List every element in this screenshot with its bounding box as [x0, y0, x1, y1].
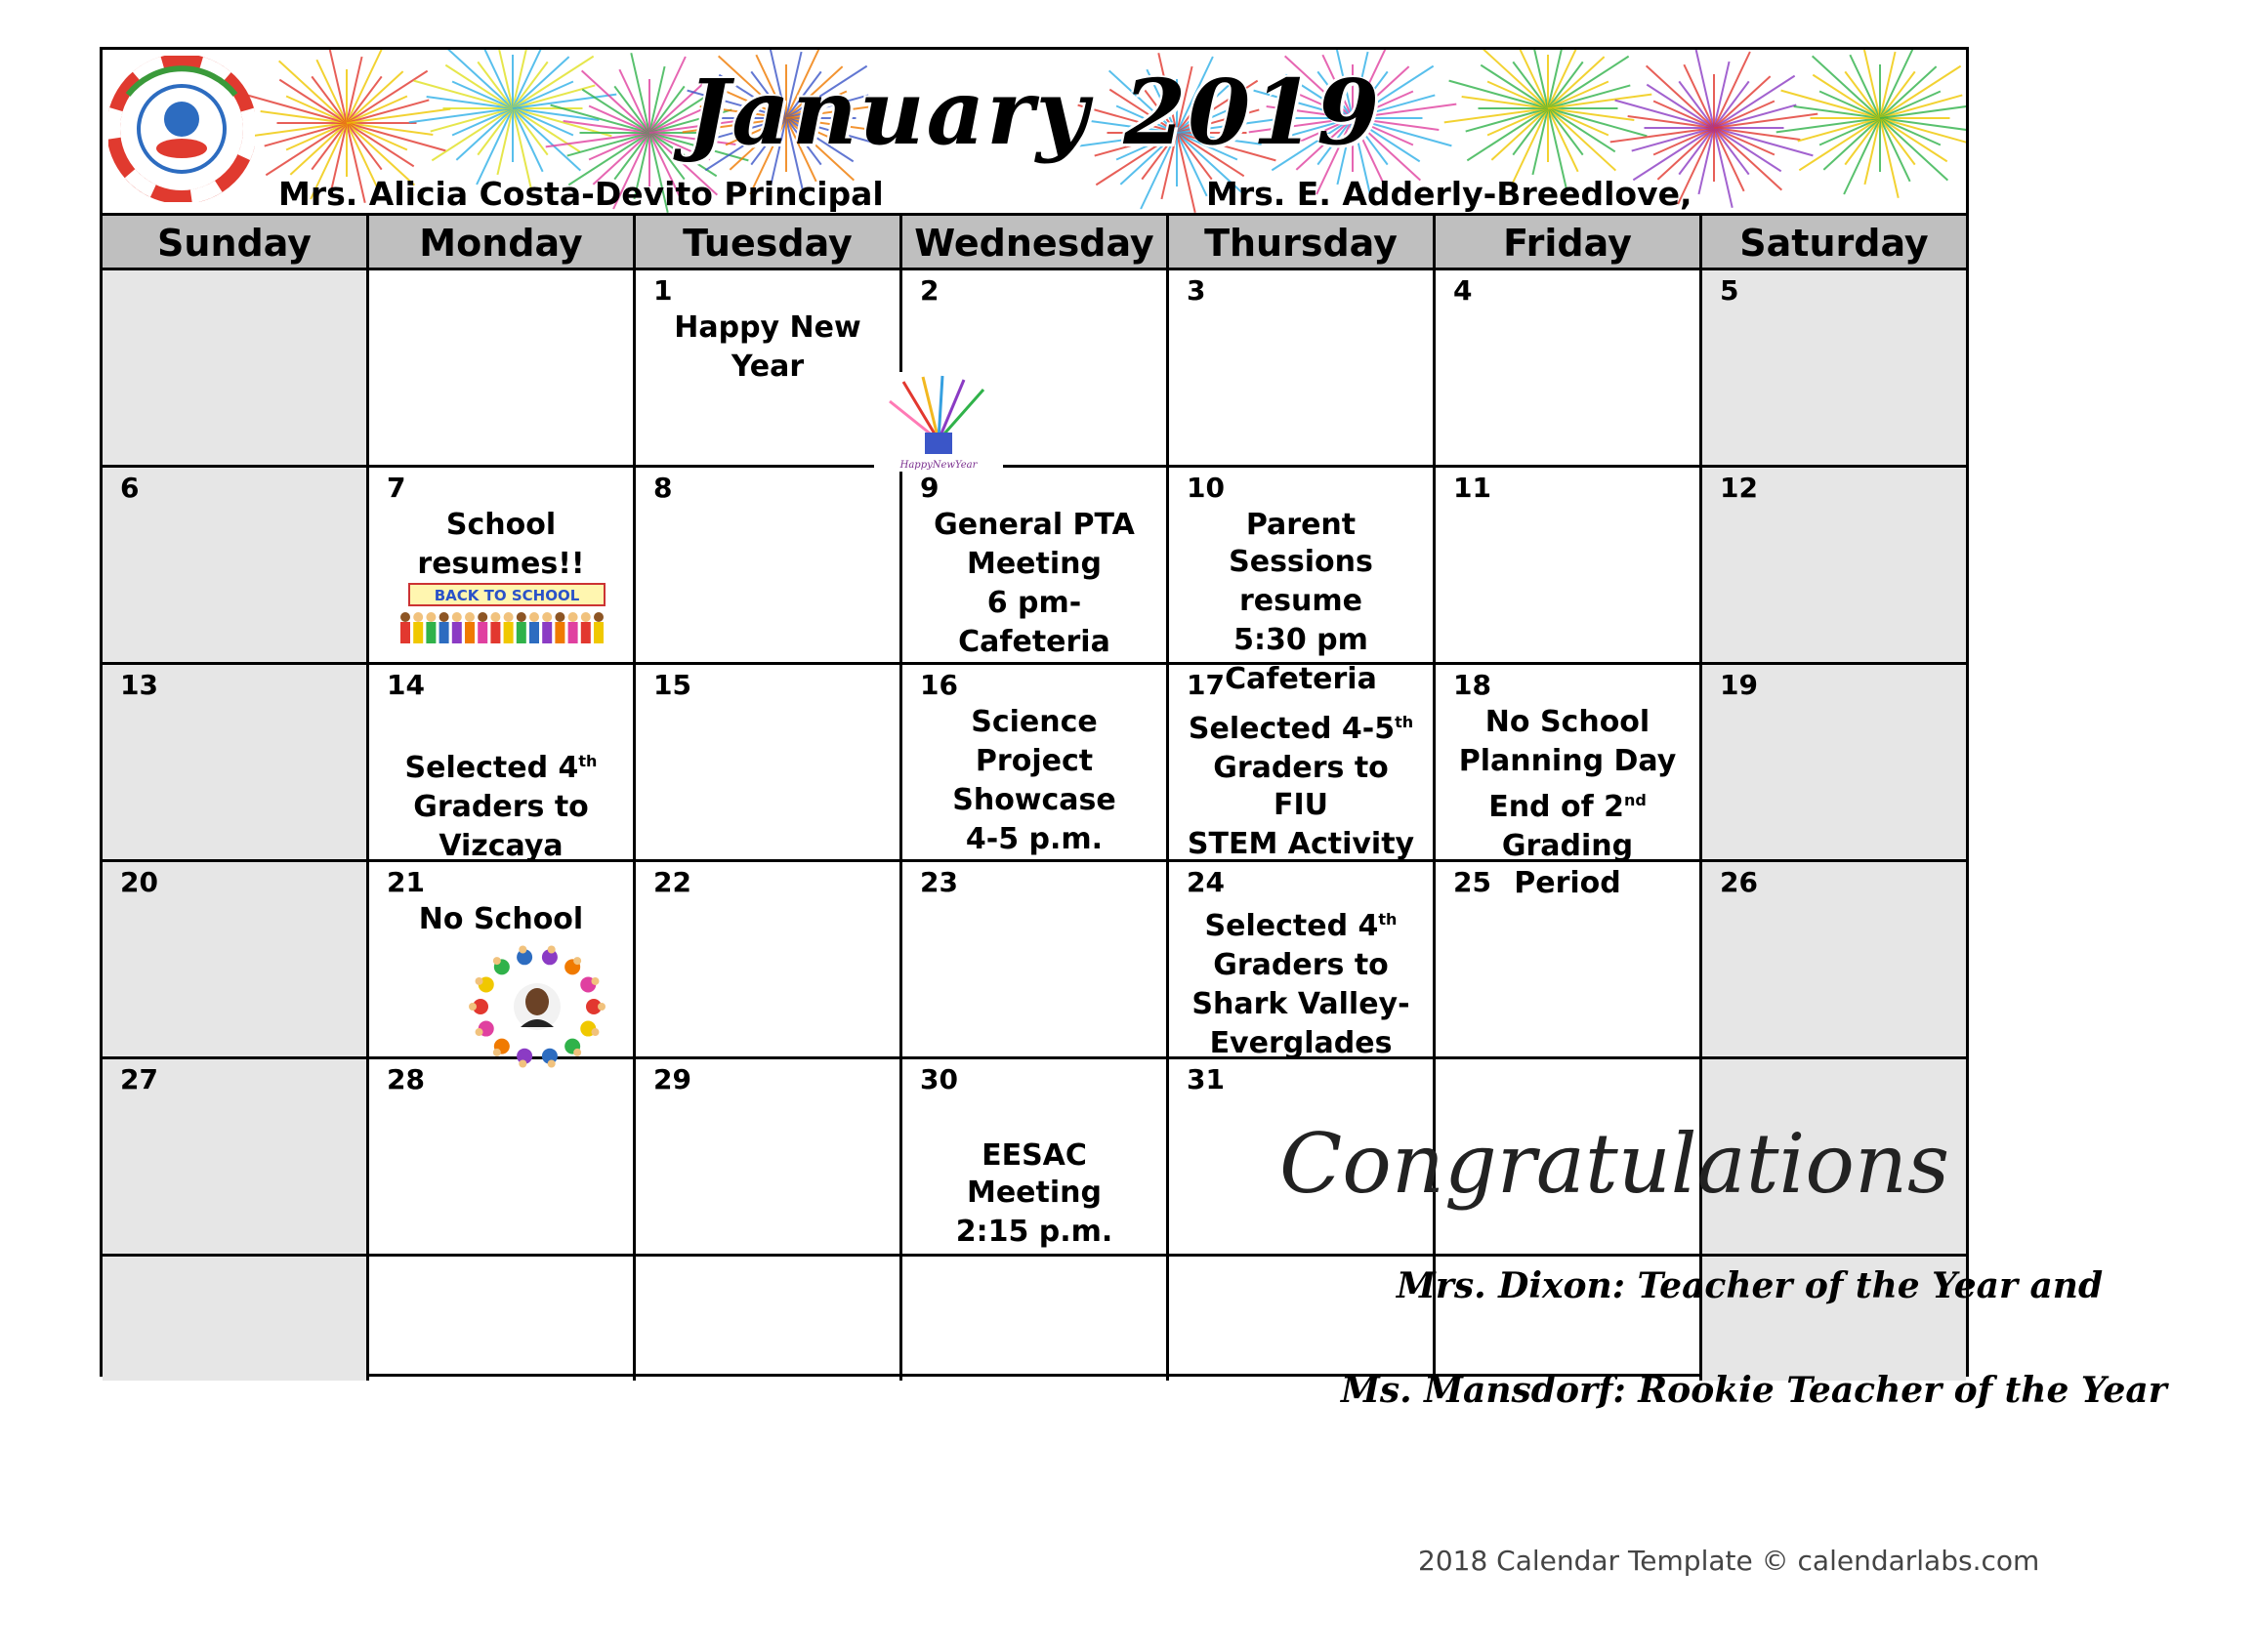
assistant-principal-name: Mrs. E. Adderly-Breedlove, — [1206, 175, 1692, 213]
day-number: 31 — [1187, 1063, 1225, 1095]
event-text: Science — [971, 705, 1098, 739]
day-cell[interactable] — [103, 862, 369, 1056]
day-number: 6 — [120, 472, 140, 504]
week-row — [103, 270, 1966, 468]
event-text: Shark Valley- — [1191, 987, 1410, 1021]
day-number: 8 — [653, 472, 673, 504]
event-text: 6 pm- — [986, 586, 1082, 620]
day-number: 24 — [1187, 866, 1225, 898]
day-cell[interactable] — [636, 1257, 902, 1381]
day-number: 22 — [653, 866, 691, 898]
footer-credit: 2018 Calendar Template © calendarlabs.com — [1418, 1545, 2040, 1577]
event-text: General PTA — [934, 508, 1135, 542]
day-cell[interactable] — [103, 1257, 369, 1381]
event-text: Cafeteria — [958, 625, 1110, 659]
week-row — [103, 862, 1966, 1059]
day-cell[interactable] — [103, 665, 369, 859]
calendar-banner — [103, 50, 1966, 213]
event-text — [920, 1098, 1149, 1136]
weekday-saturday: Saturday — [1702, 216, 1966, 268]
day-cell[interactable] — [103, 1059, 369, 1254]
event-text: School — [445, 508, 557, 542]
event-text: Selected 4-5th — [1188, 712, 1414, 746]
day-number: 21 — [387, 866, 425, 898]
event-text: Meeting — [966, 547, 1102, 581]
event-text: Vizcaya — [439, 829, 564, 863]
day-number: 29 — [653, 1063, 691, 1095]
back-to-school-image — [396, 582, 620, 655]
weekday-wednesday: Wednesday — [902, 216, 1169, 268]
day-cell[interactable] — [1436, 862, 1702, 1056]
day-cell[interactable] — [636, 1059, 902, 1254]
weekday-thursday: Thursday — [1169, 216, 1436, 268]
weekday-header — [103, 213, 1966, 270]
event-text: End of 2nd — [1488, 790, 1647, 824]
day-number: 20 — [120, 866, 158, 898]
day-cell[interactable] — [636, 270, 902, 465]
day-number: 10 — [1187, 472, 1225, 504]
day-number: 26 — [1720, 866, 1758, 898]
day-number: 12 — [1720, 472, 1758, 504]
weekday-monday: Monday — [369, 216, 636, 268]
event-text: Project — [975, 744, 1094, 778]
day-cell[interactable] — [369, 1059, 636, 1254]
day-number: 19 — [1720, 669, 1758, 701]
day-number: 15 — [653, 669, 691, 701]
day-number: 9 — [920, 472, 940, 504]
event-text: Parent Sessions — [1229, 508, 1373, 579]
day-number: 30 — [920, 1063, 958, 1095]
event-text: 2:15 p.m. — [955, 1215, 1113, 1249]
day-cell[interactable] — [1702, 468, 1966, 662]
day-number: 11 — [1453, 472, 1491, 504]
day-cell[interactable] — [636, 665, 902, 859]
principal-name: Mrs. Alicia Costa-Devito Principal — [278, 175, 884, 213]
back-to-school-banner-text: BACK TO SCHOOL — [434, 587, 580, 604]
day-cell[interactable] — [636, 468, 902, 662]
day-number: 17 — [1187, 669, 1225, 701]
day-cell[interactable] — [369, 1257, 636, 1381]
day-cell[interactable] — [1169, 665, 1436, 859]
day-cell[interactable] — [1702, 270, 1966, 465]
event-text: Grading Period — [1501, 829, 1634, 900]
event-text: Selected 4th — [1204, 909, 1398, 943]
day-number: 7 — [387, 472, 406, 504]
event-text: No School — [1484, 705, 1650, 739]
new-year-fireworks-image — [874, 372, 1003, 472]
day-number: 1 — [653, 274, 673, 307]
day-cell[interactable] — [1169, 270, 1436, 465]
day-number: 28 — [387, 1063, 425, 1095]
day-number: 4 — [1453, 274, 1473, 307]
month-title: January 2019 — [687, 60, 1382, 165]
weekday-sunday: Sunday — [103, 216, 369, 268]
day-cell[interactable] — [369, 270, 636, 465]
day-number: 27 — [120, 1063, 158, 1095]
event-text: Year — [731, 350, 805, 384]
event-text: Graders to — [1213, 948, 1389, 982]
congratulations-heading: Congratulations — [1279, 1116, 1950, 1212]
day-number: 3 — [1187, 274, 1206, 307]
event-text: resume — [1239, 584, 1362, 618]
event-text: Selected 4th — [404, 751, 598, 785]
event-text: Graders to FIU — [1213, 751, 1389, 822]
day-number: 2 — [920, 274, 940, 307]
day-cell[interactable] — [103, 270, 369, 465]
weekday-friday: Friday — [1436, 216, 1702, 268]
day-cell[interactable] — [369, 665, 636, 863]
day-number: 25 — [1453, 866, 1491, 898]
day-number: 16 — [920, 669, 958, 701]
day-number: 13 — [120, 669, 158, 701]
day-number: 14 — [387, 669, 425, 701]
event-text — [387, 704, 615, 741]
day-cell[interactable] — [1169, 862, 1436, 1060]
event-text: EESAC Meeting — [966, 1138, 1102, 1210]
happy-new-year-caption: HappyNewYear — [899, 460, 978, 471]
day-cell[interactable] — [902, 1257, 1169, 1381]
day-cell[interactable] — [1702, 665, 1966, 859]
day-cell[interactable] — [902, 468, 1169, 662]
day-cell[interactable] — [103, 468, 369, 662]
day-cell[interactable] — [1702, 862, 1966, 1056]
event-text: 5:30 pm — [1233, 623, 1368, 657]
event-text: Graders to — [413, 790, 589, 824]
day-number: 5 — [1720, 274, 1739, 307]
day-cell[interactable] — [1436, 468, 1702, 662]
event-text: Happy New — [674, 310, 861, 345]
event-text: Showcase — [952, 783, 1116, 817]
event-text: 4-5 p.m. — [965, 822, 1104, 856]
event-text: Everglades — [1209, 1026, 1393, 1060]
event-text: Cafeteria — [1225, 662, 1377, 696]
day-cell[interactable] — [1436, 270, 1702, 465]
event-text: resumes!! — [417, 547, 585, 581]
event-text: Planning Day — [1458, 744, 1677, 778]
weeks — [103, 270, 1966, 1381]
weekday-tuesday: Tuesday — [636, 216, 902, 268]
event-text: No School — [418, 902, 584, 936]
day-number: 18 — [1453, 669, 1491, 701]
calendar — [100, 47, 2167, 1411]
day-cell[interactable] — [636, 862, 902, 1056]
day-cell[interactable] — [902, 665, 1169, 859]
event-text: STEM Activity — [1187, 827, 1415, 861]
rookie-teacher-text: Ms. Mansdorf: Rookie Teacher of the Year — [1341, 1370, 2167, 1411]
mlk-circle-image — [464, 943, 610, 1070]
day-cell[interactable] — [902, 862, 1169, 1056]
teacher-of-year-text: Mrs. Dixon: Teacher of the Year and — [1397, 1265, 2104, 1306]
day-cell[interactable] — [902, 1059, 1169, 1254]
day-number: 23 — [920, 866, 958, 898]
